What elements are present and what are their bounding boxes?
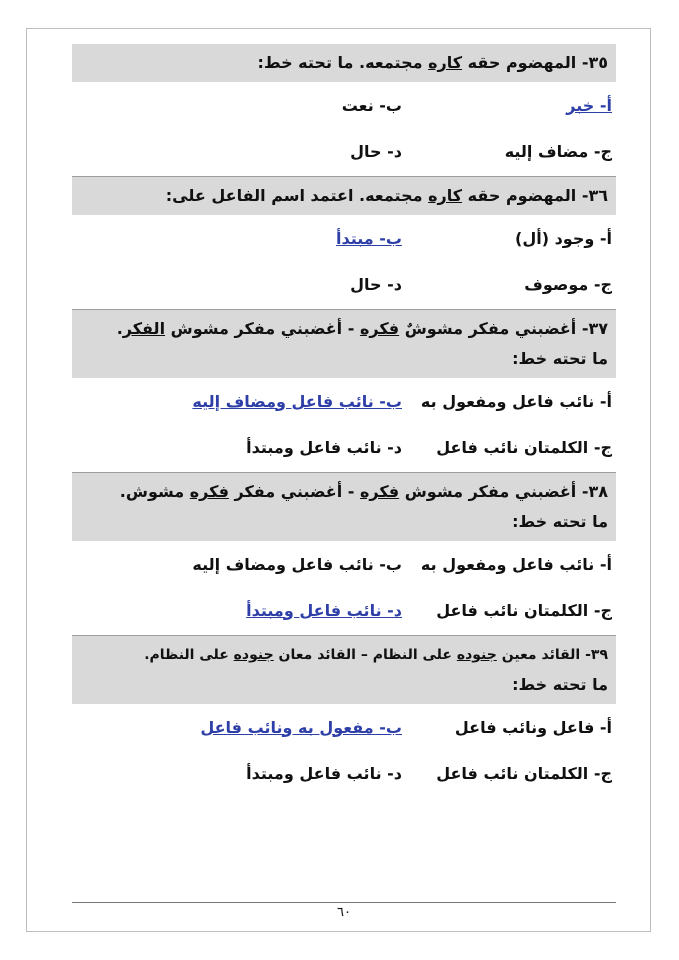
stem-text: ٣٧- أغضبني مفكر مشوشٌ bbox=[399, 319, 608, 338]
questions-content bbox=[72, 44, 616, 796]
option-b[interactable] bbox=[72, 718, 402, 737]
correct-answer: د- نائب فاعل ومبتدأ bbox=[246, 600, 402, 620]
option-a[interactable]: أ- وجود (أل) bbox=[515, 228, 612, 248]
question-36-stem bbox=[72, 177, 616, 215]
stem-text: ٣٩- القائد معين bbox=[496, 647, 608, 663]
question-38-options-row-2 bbox=[72, 587, 616, 633]
question-37-stem bbox=[72, 310, 616, 378]
option-c[interactable]: ج- موصوف bbox=[524, 274, 612, 294]
question-38-options-row-1 bbox=[72, 541, 616, 587]
underlined-word: جنوده bbox=[456, 647, 497, 663]
question-35-options-row-1 bbox=[72, 82, 616, 128]
option-c[interactable]: ج- الكلمتان نائب فاعل bbox=[436, 763, 612, 783]
stem-text: ٣٨- أغضبني مفكر مشوش bbox=[399, 482, 608, 501]
option-d[interactable]: د- حال bbox=[350, 274, 402, 294]
underlined-word: فكره bbox=[359, 319, 400, 338]
underlined-word: الفكر bbox=[122, 319, 166, 338]
stem-instruction: ما تحته خط: bbox=[512, 512, 608, 531]
option-a[interactable]: أ- فاعل ونائب فاعل bbox=[454, 717, 612, 737]
underlined-word: كاره bbox=[428, 186, 463, 205]
option-b[interactable]: ب- نعت bbox=[341, 95, 402, 115]
underlined-word: كاره bbox=[428, 53, 463, 72]
underlined-word: فكره bbox=[189, 482, 229, 501]
option-b[interactable] bbox=[72, 392, 402, 411]
option-b[interactable]: ب- نائب فاعل ومضاف إليه bbox=[192, 554, 402, 574]
question-36-options-row-1 bbox=[72, 215, 616, 261]
option-a[interactable]: أ- نائب فاعل ومفعول به bbox=[420, 391, 612, 411]
question-36-options-row-2 bbox=[72, 261, 616, 307]
stem-text: مجتمعه. اعتمد اسم الفاعل على: bbox=[165, 186, 429, 205]
option-d[interactable]: د- نائب فاعل ومبتدأ bbox=[246, 437, 402, 457]
option-c[interactable]: ج- الكلمتان نائب فاعل bbox=[436, 600, 612, 620]
question-35-options-row-2 bbox=[72, 128, 616, 174]
stem-text: . bbox=[116, 319, 123, 338]
option-c[interactable]: ج- مضاف إليه bbox=[504, 141, 612, 161]
stem-text: على النظام – القائد معان bbox=[273, 647, 457, 663]
question-37-options-row-1 bbox=[72, 378, 616, 424]
question-35-stem bbox=[72, 44, 616, 82]
correct-answer: أ- خبر bbox=[566, 95, 612, 115]
stem-text: - أغضبني مفكر مشوش bbox=[165, 319, 360, 338]
correct-answer: ب- مبتدأ bbox=[336, 228, 402, 248]
question-39-stem bbox=[72, 636, 616, 704]
option-a[interactable] bbox=[402, 96, 612, 115]
option-c[interactable]: ج- الكلمتان نائب فاعل bbox=[436, 437, 612, 457]
question-39-options-row-1 bbox=[72, 704, 616, 750]
option-d[interactable]: د- حال bbox=[350, 141, 402, 161]
stem-text: - أغضبني مفكر bbox=[228, 482, 360, 501]
correct-answer: ب- نائب فاعل ومضاف إليه bbox=[192, 391, 402, 411]
stem-instruction: ما تحته خط: bbox=[512, 675, 608, 694]
stem-text: ٣٥- المهضوم حقه bbox=[462, 53, 608, 72]
page-number: ٦٠ bbox=[72, 902, 616, 920]
question-38-stem bbox=[72, 473, 616, 541]
option-b[interactable] bbox=[72, 229, 402, 248]
underlined-word: فكره bbox=[359, 482, 400, 501]
underlined-word: جنوده bbox=[233, 647, 274, 663]
stem-text: ٣٦- المهضوم حقه bbox=[462, 186, 608, 205]
stem-text: مجتمعه. ما تحته خط: bbox=[257, 53, 429, 72]
correct-answer: ب- مفعول به ونائب فاعل bbox=[200, 717, 402, 737]
option-a[interactable]: أ- نائب فاعل ومفعول به bbox=[420, 554, 612, 574]
stem-text: على النظام. bbox=[144, 647, 234, 663]
option-d[interactable]: د- نائب فاعل ومبتدأ bbox=[246, 763, 402, 783]
option-d[interactable] bbox=[72, 601, 402, 620]
question-37-options-row-2 bbox=[72, 424, 616, 470]
question-39-options-row-2 bbox=[72, 750, 616, 796]
stem-text: مشوش. bbox=[119, 482, 190, 501]
stem-instruction: ما تحته خط: bbox=[512, 349, 608, 368]
